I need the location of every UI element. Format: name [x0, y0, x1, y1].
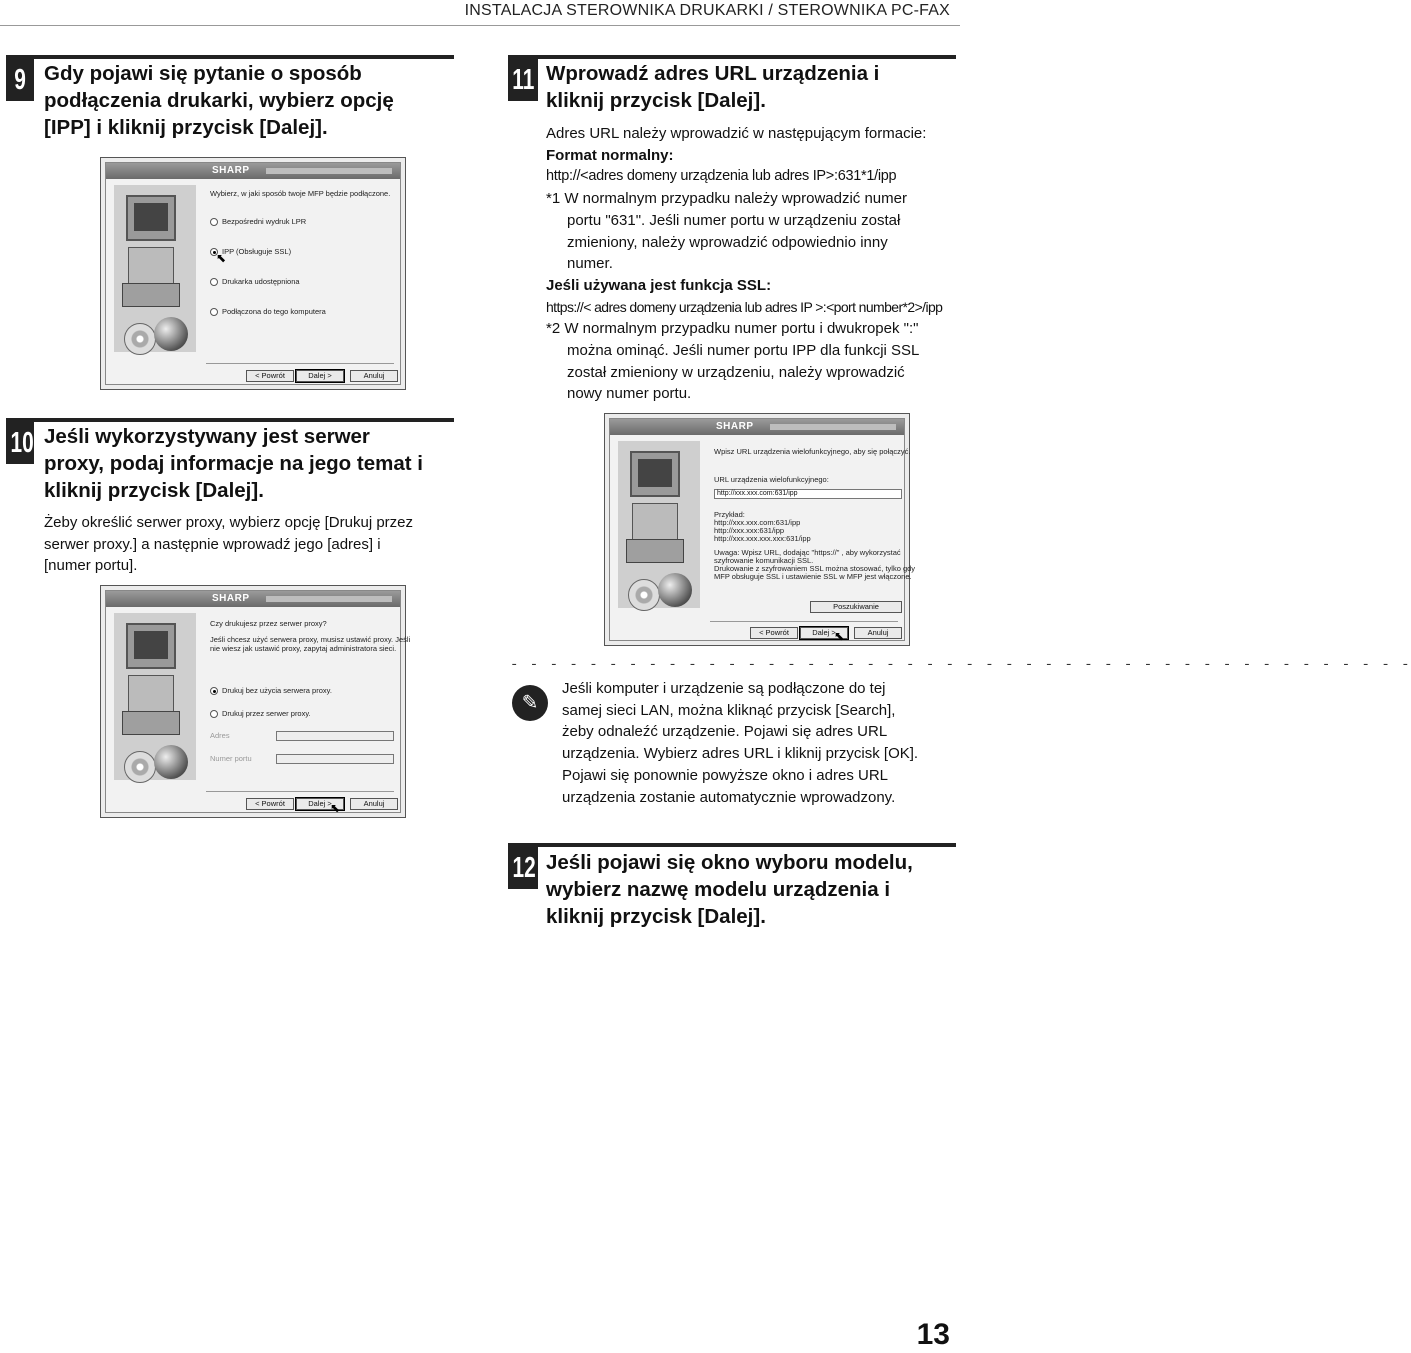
- option-use-proxy-label: Drukuj przez serwer proxy.: [222, 709, 311, 718]
- dialog-titlebar: [106, 163, 400, 179]
- proxy-dialog: [100, 585, 411, 818]
- radio-use-proxy[interactable]: [210, 710, 218, 718]
- step-12-number: 12: [508, 847, 538, 889]
- proxy-port-label: Numer portu: [210, 754, 252, 763]
- dialog-titlebar: [106, 591, 400, 607]
- ssl-format-label: Jeśli używana jest funkcja SSL:: [546, 276, 772, 294]
- footnote-1: *1 W normalnym przypadku należy wprowadzić numer portu "631". Jeśli numer portu w urządzeniu został zmieniony, należy wprowadzić odpowiednio inny numer.: [546, 190, 907, 273]
- step-10-body: Żeby określić serwer proxy, wybierz opcję [Drukuj przez serwer proxy.] a następnie wprowadź jego [adres] i [numer portu].: [44, 514, 414, 575]
- step-10-number: 10: [6, 422, 34, 464]
- radio-local[interactable]: [210, 308, 218, 316]
- example-3: http://xxx.xxx.xxx.xxx:631/ipp: [714, 534, 811, 543]
- ssl-warning-3: Drukowanie z szyfrowaniem SSL można stosować, tylko gdy: [714, 564, 916, 573]
- device-url-label: URL urządzenia wielofunkcyjnego:: [714, 475, 829, 484]
- ssl-warning-4: MFP obsługuje SSL i ustawienie SSL w MFP jest włączone.: [714, 572, 912, 581]
- device-url-dialog: [604, 413, 916, 646]
- dialog-info-line2: nie wiesz jak ustawić proxy, zapytaj administratora sieci.: [210, 644, 397, 653]
- radio-lpr[interactable]: [210, 218, 218, 226]
- step-12-title: Jeśli pojawi się okno wyboru modelu, wybierz nazwę modelu urządzenia i kliknij przycisk [Dalej].: [546, 851, 913, 928]
- cancel-button[interactable]: Anuluj: [854, 627, 902, 639]
- step-11-rule: [508, 55, 956, 59]
- pencil-icon: ✎: [512, 685, 548, 721]
- step-11-body: [546, 123, 958, 405]
- page-header: [0, 0, 960, 26]
- device-url-input[interactable]: http://xxx.xxx.com:631/ipp: [714, 489, 902, 499]
- connection-method-dialog: [100, 157, 406, 390]
- back-button[interactable]: < Powrót: [246, 370, 294, 382]
- back-button[interactable]: < Powrót: [246, 798, 294, 810]
- note-divider: - - - - - - - - - - - - - - - - - - - - - - - - - - - - - - - - - - - - - - - - - - - - - -: [510, 657, 1411, 673]
- next-button[interactable]: Dalej >: [296, 370, 344, 382]
- step-10-title: Jeśli wykorzystywany jest serwer proxy, podaj informacje na jego temat i kliknij przycisk [Dalej].: [44, 425, 423, 502]
- step-9-rule: [6, 55, 454, 59]
- normal-format-url: http://<adres domeny urządzenia lub adres IP>:631*1/ipp: [546, 168, 897, 185]
- setup-illustration: [114, 185, 196, 352]
- example-1: http://xxx.xxx.com:631/ipp: [714, 518, 801, 527]
- radio-no-proxy[interactable]: [210, 687, 218, 695]
- dialog-info-line1: Jeśli chcesz użyć serwera proxy, musisz ustawić proxy. Jeśli: [210, 635, 411, 644]
- dialog-question: Wpisz URL urządzenia wielofunkcyjnego, aby się połączyć.: [714, 447, 911, 456]
- option-lpr-label: Bezpośredni wydruk LPR: [222, 217, 307, 226]
- step-9-title: Gdy pojawi się pytanie o sposób podłączenia drukarki, wybierz opcję [IPP] i kliknij przycisk [Dalej].: [44, 62, 394, 139]
- step-11-title: Wprowadź adres URL urządzenia i kliknij przycisk [Dalej].: [546, 62, 880, 112]
- normal-format-label: Format normalny:: [546, 146, 674, 164]
- example-2: http://xxx.xxx:631/ipp: [714, 526, 785, 535]
- url-intro: Adres URL należy wprowadzić w następującym formacie:: [546, 125, 927, 142]
- search-button[interactable]: Poszukiwanie: [810, 601, 902, 613]
- ssl-warning-1: Uwaga: Wpisz URL, dodając "https://" , aby wykorzystać: [714, 548, 901, 557]
- brand-logo: SHARP: [212, 165, 250, 176]
- proxy-address-field[interactable]: [276, 731, 394, 741]
- page-number: 13: [916, 1318, 950, 1351]
- mouse-pointer-icon: ⬉: [834, 629, 845, 643]
- step-10-rule: [6, 418, 454, 422]
- step-12-rule: [508, 843, 956, 847]
- dialog-question: Wybierz, w jaki sposób twoje MFP będzie podłączone.: [210, 189, 391, 198]
- cancel-button[interactable]: Anuluj: [350, 798, 398, 810]
- brand-logo: SHARP: [716, 421, 754, 432]
- cancel-button[interactable]: Anuluj: [350, 370, 398, 382]
- next-button[interactable]: Dalej >: [800, 627, 848, 639]
- ssl-warning-2: szyfrowanie komunikacji SSL.: [714, 556, 814, 565]
- back-button[interactable]: < Powrót: [750, 627, 798, 639]
- running-title: INSTALACJA STEROWNIKA DRUKARKI / STEROWNIKA PC-FAX: [464, 2, 950, 19]
- dialog-question: Czy drukujesz przez serwer proxy?: [210, 619, 327, 628]
- step-11-number: 11: [508, 59, 538, 101]
- radio-shared[interactable]: [210, 278, 218, 286]
- brand-logo: SHARP: [212, 593, 250, 604]
- note-text: Jeśli komputer i urządzenie są podłączone do tej samej sieci LAN, można kliknąć przycisk [Search], żeby odnaleźć urządzenie. Pojawi się adres URL urządzenia. Wybierz adres URL i kliknij przycisk [OK]. Pojawi się ponownie powyższe okno i adres URL urządzenia zostanie automatycznie wprowadzony.: [562, 680, 919, 806]
- next-button[interactable]: Dalej >: [296, 798, 344, 810]
- proxy-port-field[interactable]: [276, 754, 394, 764]
- mouse-pointer-icon: ⬉: [216, 251, 227, 265]
- option-local-label: Podłączona do tego komputera: [222, 307, 326, 316]
- setup-illustration: [114, 613, 196, 780]
- option-ipp-label: IPP (Obsługuje SSL): [222, 247, 292, 256]
- header-divider: [0, 25, 960, 26]
- footnote-2: *2 W normalnym przypadku numer portu i dwukropek ":" można ominąć. Jeśli numer portu IPP dla funkcji SSL został zmieniony w urządzeniu, należy wprowadzić nowy numer portu.: [546, 320, 920, 403]
- dialog-titlebar: [610, 419, 904, 435]
- mouse-pointer-icon: ⬉: [330, 801, 341, 815]
- proxy-address-label: Adres: [210, 731, 230, 740]
- option-no-proxy-label: Drukuj bez użycia serwera proxy.: [222, 686, 332, 695]
- example-label: Przykład:: [714, 510, 745, 519]
- option-shared-label: Drukarka udostępniona: [222, 277, 300, 286]
- ssl-format-url: https://< adres domeny urządzenia lub adres IP >:<port number*2>/ipp: [546, 298, 943, 315]
- step-9-number: 9: [6, 59, 34, 101]
- setup-illustration: [618, 441, 700, 608]
